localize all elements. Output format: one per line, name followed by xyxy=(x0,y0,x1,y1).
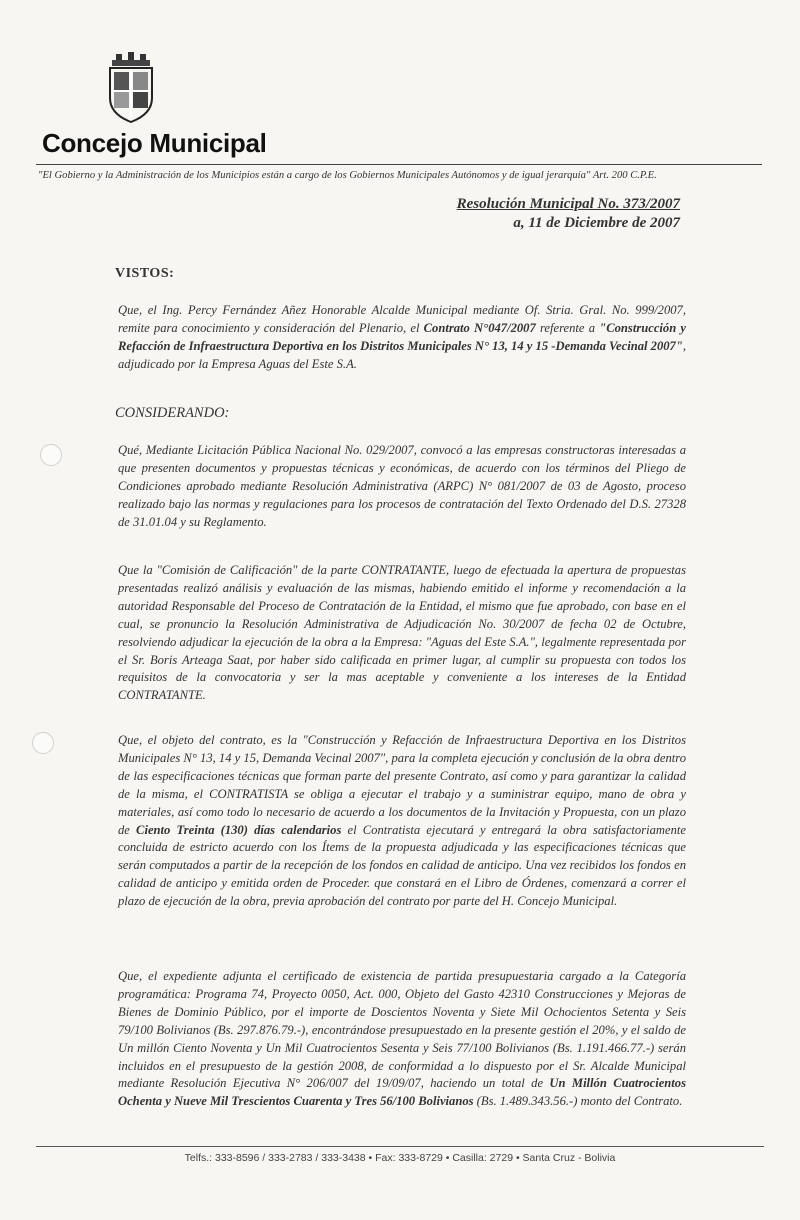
coat-of-arms-icon xyxy=(104,52,158,124)
page-title: Concejo Municipal xyxy=(42,128,267,158)
header-divider xyxy=(36,164,762,165)
footer-contact: Telfs.: 333-8596 / 333-2783 / 333-3438 • Fax: 333-8729 • Casilla: 2729 • Santa Cruz - Bolivia xyxy=(184,1152,616,1164)
punch-hole xyxy=(40,444,62,466)
resolution-block xyxy=(457,196,680,232)
resolution-date: a, 11 de Diciembre de 2007 xyxy=(513,215,680,231)
considerando-paragraph-1: Qué, Mediante Licitación Pública Nacional No. 029/2007, convocó a las empresas constructoras interesadas a que presenten documentos y propuestas técnicas y económicas, de acuerdo con los términos del Pliego de Condiciones aprobado mediante Resolución Administrativa (ARPC) N° 081/2007 de 03 de Agosto, proceso realizado bajo las normas y regulaciones para los procesos de contratación del Texto Ordenado del D.S. 27328 de 31.01.04 y su Reglamento. xyxy=(118,443,686,529)
footer-divider xyxy=(36,1146,764,1147)
considerando-paragraph-3: Que, el objeto del contrato, es la "Construcción y Refacción de Infraestructura Deportiva en los Distritos Municipales N° 13, 14 y 15, Demanda Vecinal 2007", para la completa ejecución y conclusión de la obra dentro de las especificaciones técnicas que forman parte del presente Contrato, así como y para garantizar la calidad de la misma, el CONTRATISTA se obliga a ejecutar el trabajo y a suministrar equipo, mano de obra y materiales, así como todo lo necesario de acuerdo a los documentos de la Invitación y Propuesta, con un plazo de Ciento Treinta (130) días calendarios el Contratista ejecutará y entregará la obra satisfactoriamente concluida de estricto acuerdo con los Ítems de la propuesta adjudicada y las especificaciones técnicas que serán computados a partir de la recepción de los fondos en calidad de anticipo. Una vez recibidos los fondos en calidad de anticipo y emitida orden de Proceder. que constará en el Libro de Órdenes, comenzará a correr el plazo de ejecución de la obra, previa aprobación del contrato por parte del H. Concejo Municipal. xyxy=(118,733,686,909)
punch-hole xyxy=(32,732,54,754)
vistos-heading: VISTOS: xyxy=(115,266,175,281)
resolution-title: Resolución Municipal No. 373/2007 xyxy=(456,196,680,212)
considerando-paragraph-2: Que la "Comisión de Calificación" de la parte CONTRATANTE, luego de efectuada la apertura de propuestas presentadas realizó análisis y evaluación de las mismas, habiendo emitido el informe y recomendación a la autoridad Responsable del Proceso de Contratación de la Entidad, el mismo que fue aprobado, con base en el cual, se pronuncio la Resolución Administrativa de Adjudicación No. 30/2007 de fecha 02 de Octubre, resolviendo adjudicar la ejecución de la obra a la Empresa: "Aguas del Este S.A.", legalmente representada por el Sr. Boris Arteaga Saat, por haber sido calificada en primer lugar, al cumplir su propuesta con todos los requisitos de la convocatoria y ser la mas aceptable y conveniente a los intereses de la Entidad CONTRATANTE. xyxy=(118,563,686,703)
header-quote: "El Gobierno y la Administración de los Municipios están a cargo de los Gobiernos Municipales Autónomos y de igual jerarquía" Art. 200 C.P.E. xyxy=(38,170,657,181)
considerando-heading: CONSIDERANDO: xyxy=(115,405,230,421)
vistos-paragraph: Que, el Ing. Percy Fernández Añez Honorable Alcalde Municipal mediante Of. Stria. Gral. No. 999/2007, remite para conocimiento y consideración del Plenario, el Contrato N°047/2007 referente a "Construcción y Refacción de Infraestructura Deportiva en los Distritos Municipales N° 13, 14 y 15 -Demanda Vecinal 2007", adjudicado por la Empresa Aguas del Este S.A. xyxy=(118,303,687,371)
considerando-paragraph-4: Que, el expediente adjunta el certificado de existencia de partida presupuestaria cargado a la Categoría programática: Programa 74, Proyecto 0050, Act. 000, Objeto del Gasto 42310 Construcciones y Mejoras de Bienes de Dominio Público, por el importe de Doscientos Noventa y Siete Mil Ochocientos Setenta y Seis 79/100 Bolivianos (Bs. 297.876.79.-), encontrándose presupuestado en la presente gestión el 20%, y el saldo de Un millón Ciento Noventa y Un Mil Cuatrocientos Sesenta y Seis 77/100 Bolivianos (Bs. 1.191.466.77.-) serán incluidos en el presupuesto de la gestión 2008, de conformidad a lo dispuesto por el Sr. Alcalde Municipal mediante Resolución Ejecutiva N° 206/007 del 19/09/07, haciendo un total de Un Millón Cuatrocientos Ochenta y Nueve Mil Trescientos Cuarenta y Tres 56/100 Bolivianos (Bs. 1.489.343.56.-) monto del Contrato. xyxy=(118,969,686,1109)
